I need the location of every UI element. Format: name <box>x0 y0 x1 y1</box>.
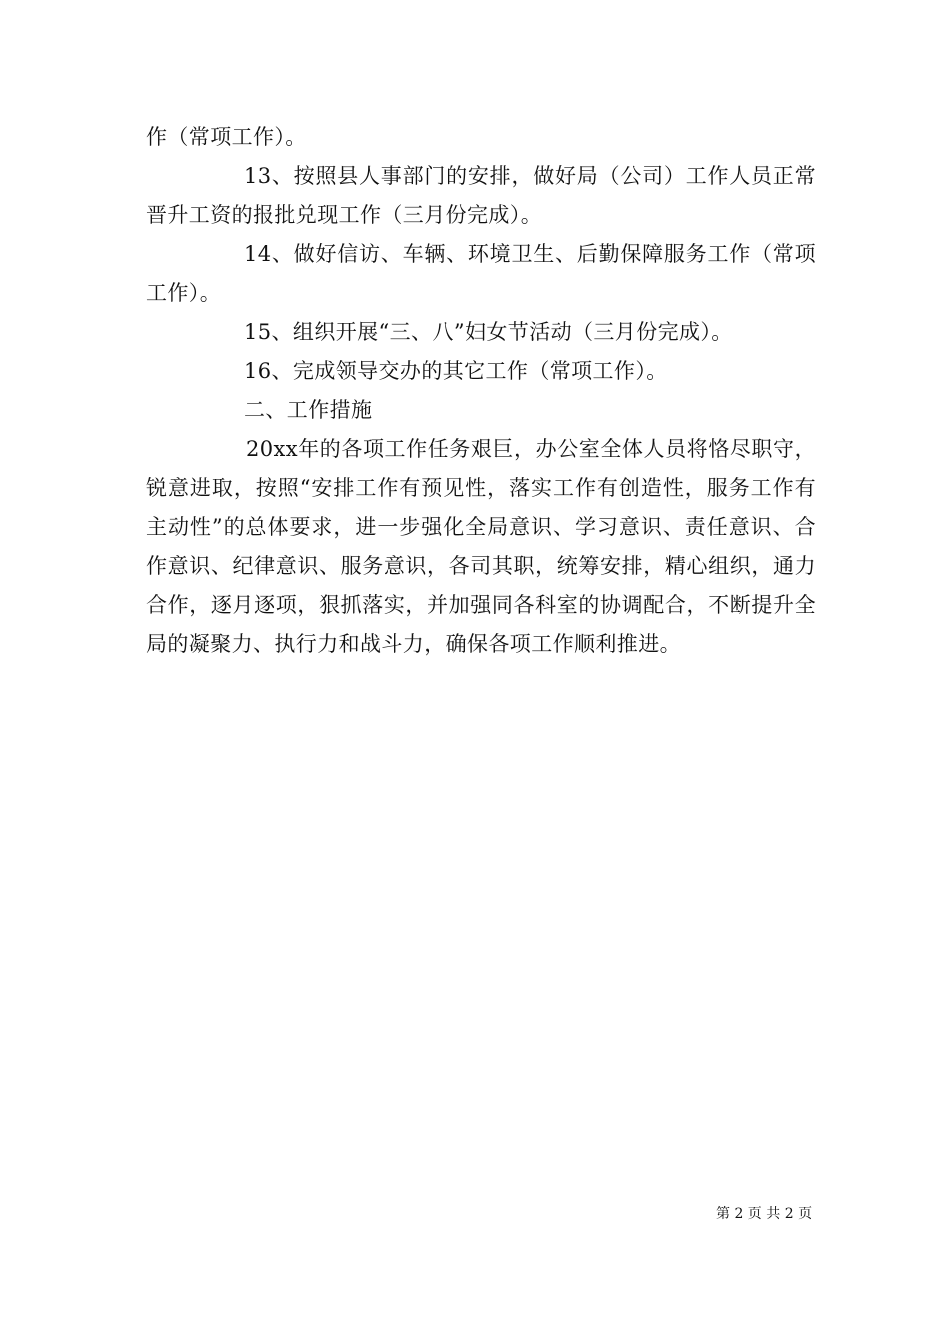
paragraph-item-15: 15、组织开展“三、八”妇女节活动（三月份完成）。 <box>244 320 733 344</box>
paragraph-measures-body: 20xx年的各项工作任务艰巨，办公室全体人员将恪尽职守，锐意进取，按照“安排工作有预见性，落实工作有创造性，服务工作有主动性”的总体要求，进一步强化全局意识、学习意识、责任意识、合作意识、纪律意识、服务意识，各司其职，统筹安排，精心组织，通力合作，逐月逐项，狠抓落实，并加强同各科室的协调配合，不断提升全局的凝聚力、执行力和战斗力，确保各项工作顺利推进。 <box>146 437 816 656</box>
paragraph-item-16: 16、完成领导交办的其它工作（常项工作）。 <box>244 359 668 383</box>
page-number-footer: 第 2 页 共 2 页 <box>716 1206 813 1222</box>
paragraph-item-14: 14、做好信访、车辆、环境卫生、后勤保障服务工作（常项工作）。 <box>146 242 816 305</box>
paragraph-item-13: 13、按照县人事部门的安排，做好局（公司）工作人员正常晋升工资的报批兑现工作（三月份完成）。 <box>146 164 816 227</box>
section-heading-measures: 二、工作措施 <box>244 398 373 422</box>
document-body <box>146 118 816 664</box>
paragraph-continuation: 作（常项工作）。 <box>146 125 307 149</box>
